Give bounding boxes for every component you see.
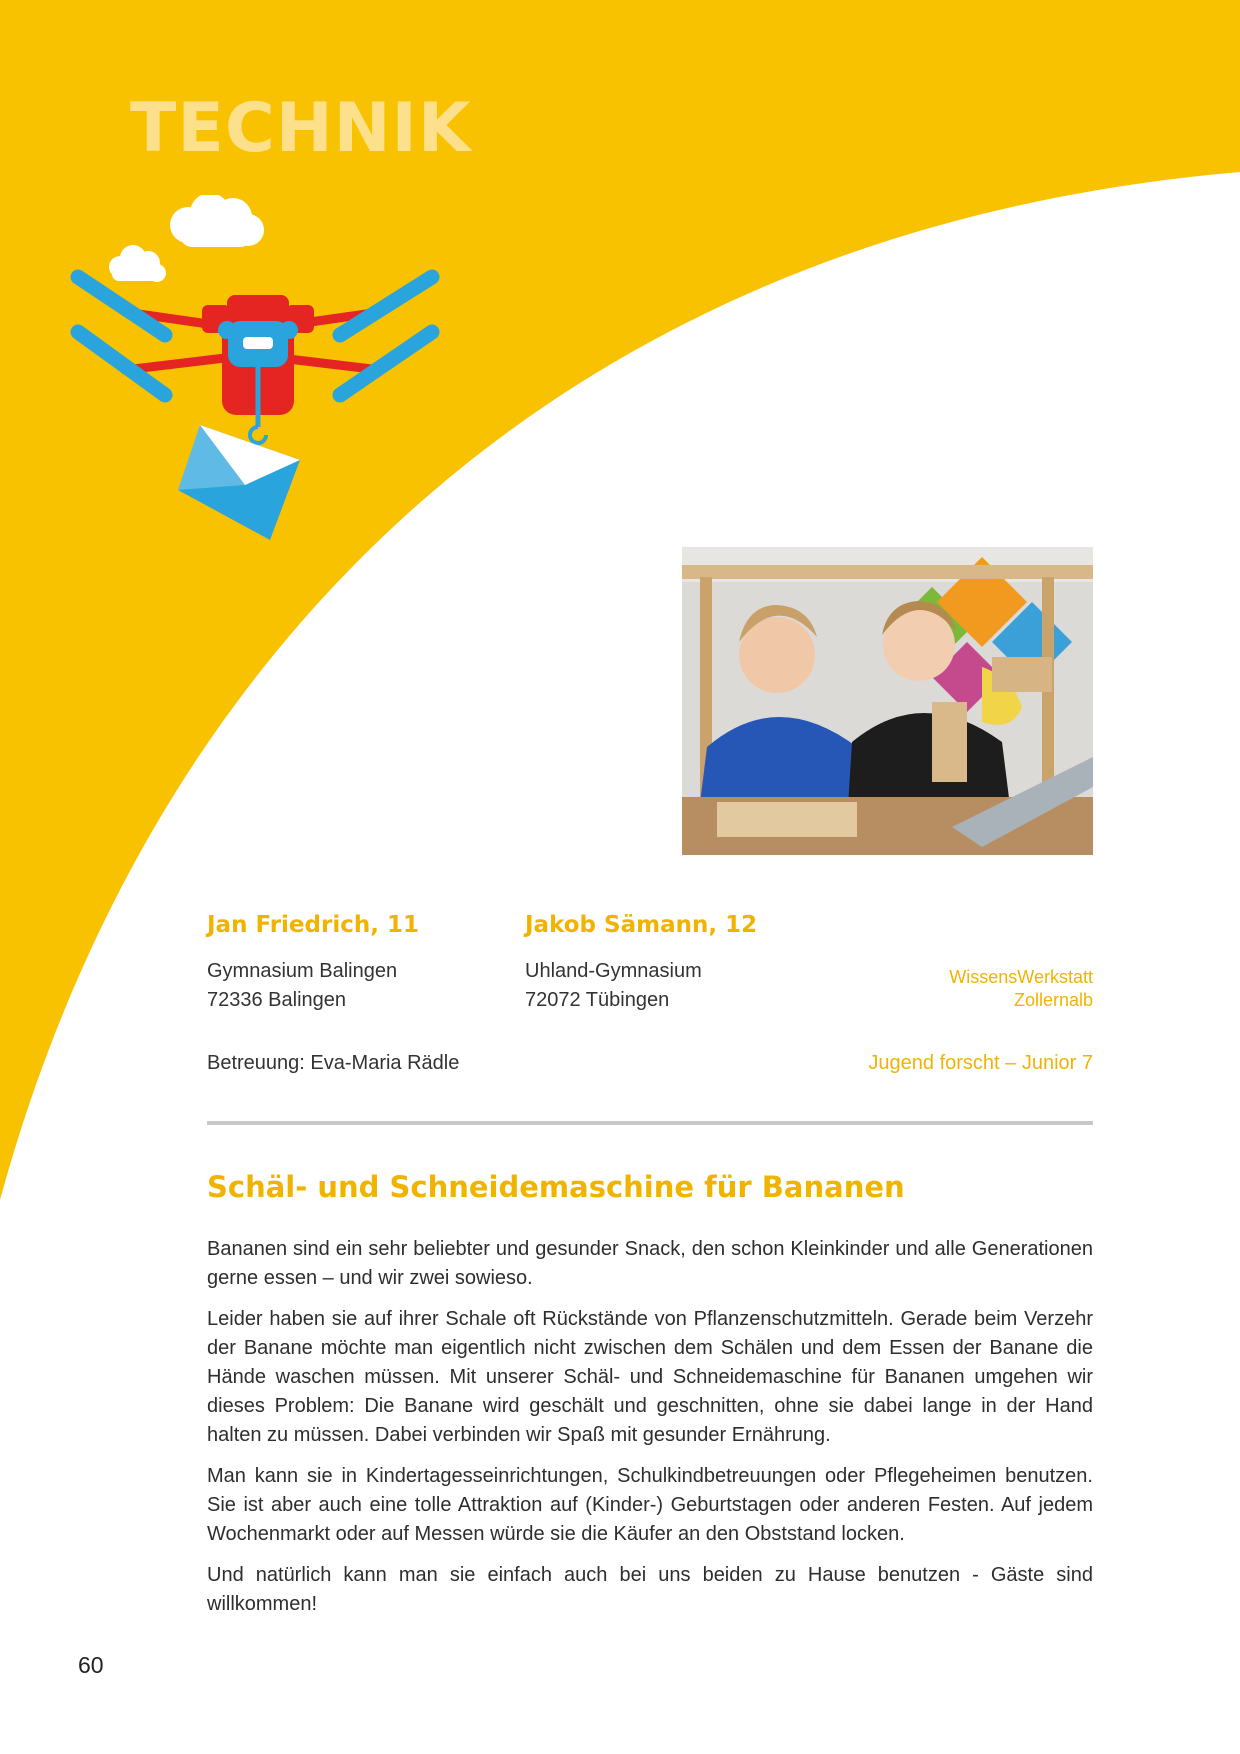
- project-photo-icon: [682, 547, 1093, 855]
- competition-category: Jugend forscht – Junior 7: [868, 1052, 1093, 1074]
- student-city: 72072 Tübingen: [525, 988, 670, 1011]
- institution-line-1: WissensWerkstatt: [949, 967, 1093, 987]
- page-number: 60: [78, 1652, 104, 1678]
- student-name: Jakob Sämann, 12: [525, 912, 758, 938]
- student-2: [525, 912, 845, 1015]
- divider: [207, 1121, 1093, 1125]
- drone-with-envelope-icon: [70, 195, 450, 545]
- student-city: 72336 Balingen: [207, 988, 347, 1011]
- paragraph: Bananen sind ein sehr beliebter und gesunder Snack, den schon Kleinkinder und alle Generationen gerne essen – und wir zwei sowieso.: [207, 1238, 1093, 1289]
- project-photo: [682, 547, 1093, 855]
- project-description: [207, 1235, 1093, 1631]
- paragraph: Man kann sie in Kindertagesseinrichtungen, Schulkindbetreuungen oder Pflegeheimen benutzen. Sie ist aber auch eine tolle Attraktion auf (Kinder-) Geburtstagen oder anderen Festen. Auf jedem Wochenmarkt oder auf Messen würde sie die Käufer an den Obststand locken.: [207, 1465, 1093, 1545]
- institution-line-2: Zollernalb: [1013, 990, 1093, 1010]
- student-school: Gymnasium Balingen: [207, 959, 398, 982]
- student-name: Jan Friedrich, 11: [207, 912, 419, 938]
- category-heading: TECHNIK: [130, 89, 472, 168]
- institution: [949, 966, 1093, 1012]
- cloud-icon: [109, 245, 166, 282]
- project-title: Schäl- und Schneidemaschine für Bananen: [207, 1170, 905, 1204]
- supervision: Betreuung: Eva-Maria Rädle: [207, 1052, 460, 1074]
- student-1: [207, 912, 527, 1015]
- paragraph: Leider haben sie auf ihrer Schale oft Rückstände von Pflanzenschutzmitteln. Gerade beim Verzehr der Banane möchte man eigentlich nicht zwischen dem Schälen und dem Essen der Banane die Hände waschen müssen. Mit unserer Schäl- und Schneidemaschine für Bananen umgehen wir dieses Problem: Die Banane wird geschält und geschnitten, ohne sie dabei lange in der Hand halten zu müssen. Dabei verbinden wir Spaß mit gesunder Ernährung.: [207, 1308, 1093, 1446]
- student-school: Uhland-Gymnasium: [525, 959, 702, 982]
- cloud-icon: [170, 195, 264, 247]
- paragraph: Und natürlich kann man sie einfach auch bei uns beiden zu Hause benutzen - Gäste sind willkommen!: [207, 1564, 1093, 1615]
